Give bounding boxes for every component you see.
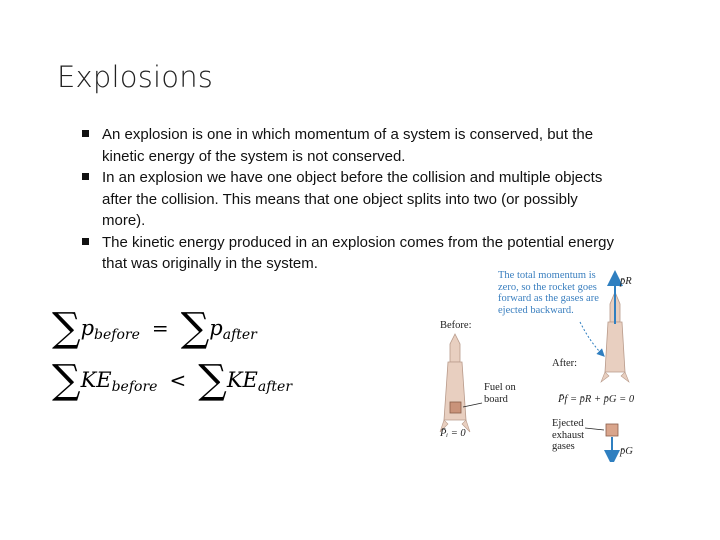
bullet-text: The kinetic energy produced in an explosion comes from the potential energy that was originally in the system. [102,233,614,272]
less-than-operator: < [169,368,187,392]
before-label: Before: [440,320,472,331]
momentum-equation [52,305,257,351]
square-bullet-icon [82,238,89,245]
rocket-figure [430,262,660,462]
rhs-subscript: after [257,379,293,395]
rocket-before-icon [440,334,470,432]
rhs-symbol: KE [226,368,258,392]
bullet-text: In an explosion we have one object before the collision and multiple objects after the collision. This means that one object splits into two (or possibly more). [102,169,603,229]
bullet-text: An explosion is one in which momentum of a system is conserved, but the kinetic energy of the system is not conserved. [102,126,594,165]
slide-title: Explosions [57,60,214,94]
summation-symbol: ∑ [198,357,227,403]
rocket-momentum-label: p̄R [620,276,632,287]
bullet-item [82,124,622,167]
rhs-subscript: after [222,327,257,343]
summation-symbol: ∑ [52,357,81,403]
summation-symbol: ∑ [180,305,210,351]
square-bullet-icon [82,173,89,180]
summation-symbol: ∑ [52,305,81,351]
bullet-list [82,124,622,275]
final-momentum-equation: P̄f = p̄R + p̄G = 0 [558,394,635,405]
exhaust-label: Ejected exhaust gases [552,418,585,452]
initial-momentum-label: P̄ᵢ = 0 [440,428,466,439]
lhs-subscript: before [94,327,140,343]
figure-caption: The total momentum is zero, so the rocket goes forward as the gases are ejected backward. [498,270,599,316]
lhs-subscript: before [111,379,158,395]
exhaust-block-icon [606,424,618,436]
square-bullet-icon [82,130,89,137]
caption-pointer [580,322,602,354]
equals-operator: = [151,316,169,340]
rhs-symbol: p [209,316,223,340]
lhs-symbol: p [80,316,95,340]
bullet-item [82,167,622,232]
fuel-pointer [463,403,482,407]
after-label: After: [552,358,578,369]
kinetic-energy-equation [52,357,293,403]
fuel-label: Fuel on board [484,382,516,405]
gas-momentum-label: p̄G [620,446,633,457]
lhs-symbol: KE [80,368,112,392]
